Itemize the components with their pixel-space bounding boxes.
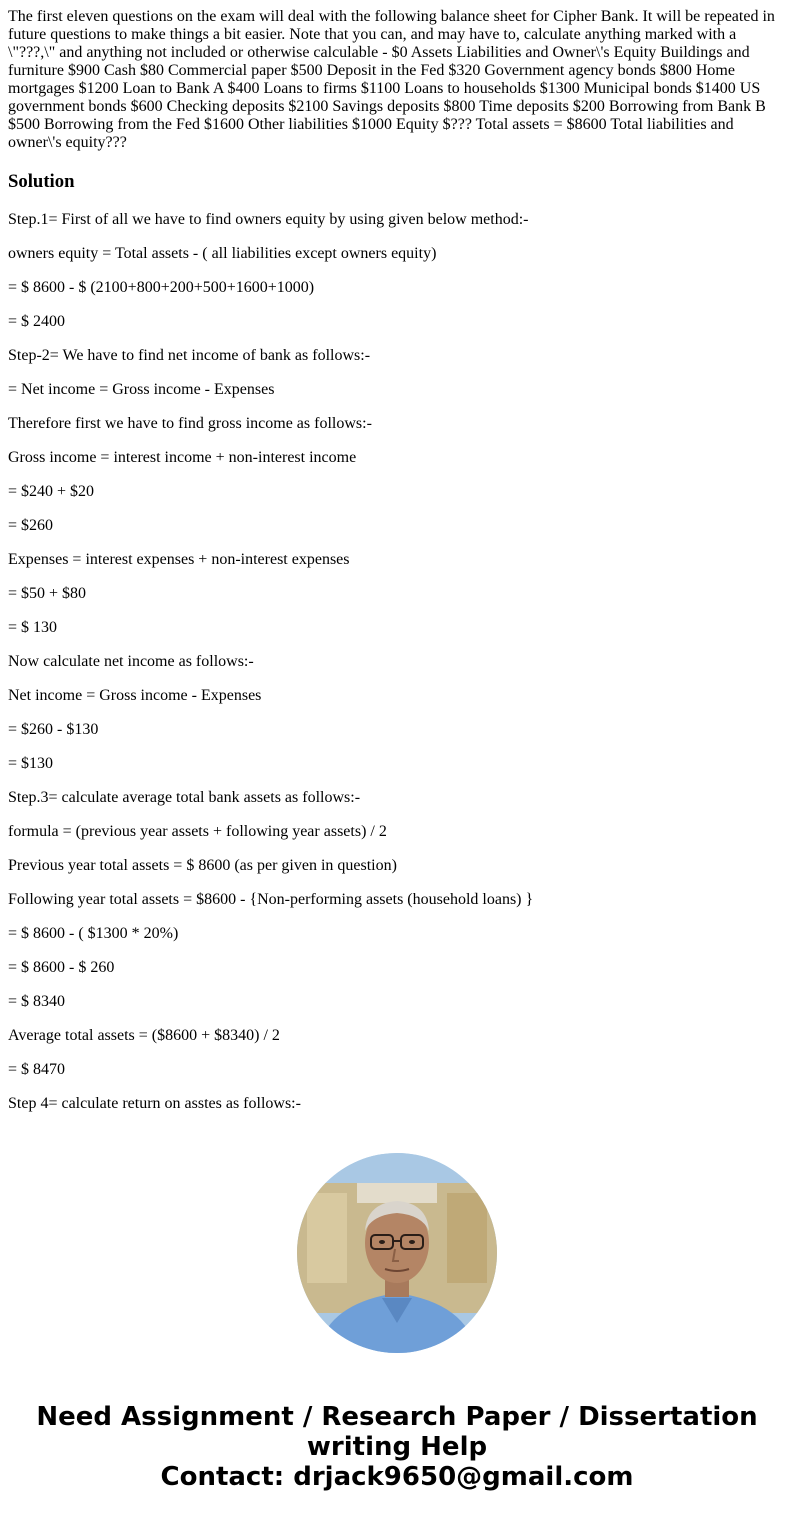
solution-step: = $ 8470 <box>8 1061 66 1078</box>
solution-step: Step 4= calculate return on asstes as follows:- <box>8 1095 301 1112</box>
solution-step: = $260 <box>8 517 54 534</box>
question-text: The first eleven questions on the exam will deal with the following balance sheet for Cipher Bank. It will be repeated in future questions to make things a bit easier. Note that you can, and may have to, calculate anything marked with a \"???,\" and anything not included or otherwise calculable - $0 Assets Liabilities and Owner\'s Equity Buildings and furniture $900 Cash $80 Commercial paper $500 Deposit in the Fed $320 Government agency bonds $800 Home mortgages $1200 Loan to Bank A $400 Loans to firms $1100 Loans to households $1300 Municipal bonds $1400 US government bonds $600 Checking deposits $2100 Savings deposits $800 Time deposits $200 Borrowing from Bank B $500 Borrowing from the Fed $1600 Other liabilities $1000 Equity $??? Total assets = $8600 Total liabilities and owner\'s equity??? <box>8 8 775 151</box>
solution-step: = $ 2400 <box>8 313 66 330</box>
solution-step: = $130 <box>8 755 54 772</box>
promo-line-2: writing Help <box>306 1432 488 1462</box>
person-photo-icon <box>297 1153 497 1353</box>
solution-step: = $260 - $130 <box>8 721 99 738</box>
solution-steps <box>8 211 786 1113</box>
solution-step: Net income = Gross income - Expenses <box>8 687 262 704</box>
solution-step: Step.1= First of all we have to find owners equity by using given below method:- <box>8 211 529 228</box>
solution-heading: Solution <box>8 171 75 192</box>
solution-step: = $240 + $20 <box>8 483 95 500</box>
solution-step: Therefore first we have to find gross income as follows:- <box>8 415 372 432</box>
solution-step: owners equity = Total assets - ( all liabilities except owners equity) <box>8 245 437 262</box>
solution-step: = $ 8340 <box>8 993 66 1010</box>
solution-step: Step.3= calculate average total bank assets as follows:- <box>8 789 361 806</box>
solution-step: formula = (previous year assets + following year assets) / 2 <box>8 823 387 840</box>
solution-step: Average total assets = ($8600 + $8340) / 2 <box>8 1027 280 1044</box>
solution-step: Now calculate net income as follows:- <box>8 653 254 670</box>
solution-step: Following year total assets = $8600 - {Non-performing assets (household loans) } <box>8 891 534 908</box>
solution-step: = $ 8600 - $ (2100+800+200+500+1600+1000) <box>8 279 315 296</box>
solution-step: = $ 130 <box>8 619 58 636</box>
solution-step: Step-2= We have to find net income of bank as follows:- <box>8 347 371 364</box>
promo-banner <box>0 1402 794 1492</box>
promo-contact: Contact: drjack9650@gmail.com <box>160 1462 634 1492</box>
solution-step: = $ 8600 - ( $1300 * 20%) <box>8 925 179 942</box>
solution-step: = $ 8600 - $ 260 <box>8 959 115 976</box>
solution-step: = $50 + $80 <box>8 585 87 602</box>
solution-step: Gross income = interest income + non-interest income <box>8 449 357 466</box>
solution-step: = Net income = Gross income - Expenses <box>8 381 275 398</box>
solution-step: Previous year total assets = $ 8600 (as per given in question) <box>8 857 397 874</box>
solution-step: Expenses = interest expenses + non-interest expenses <box>8 551 350 568</box>
avatar <box>297 1153 497 1353</box>
promo-line-1: Need Assignment / Research Paper / Dissertation <box>36 1402 758 1432</box>
